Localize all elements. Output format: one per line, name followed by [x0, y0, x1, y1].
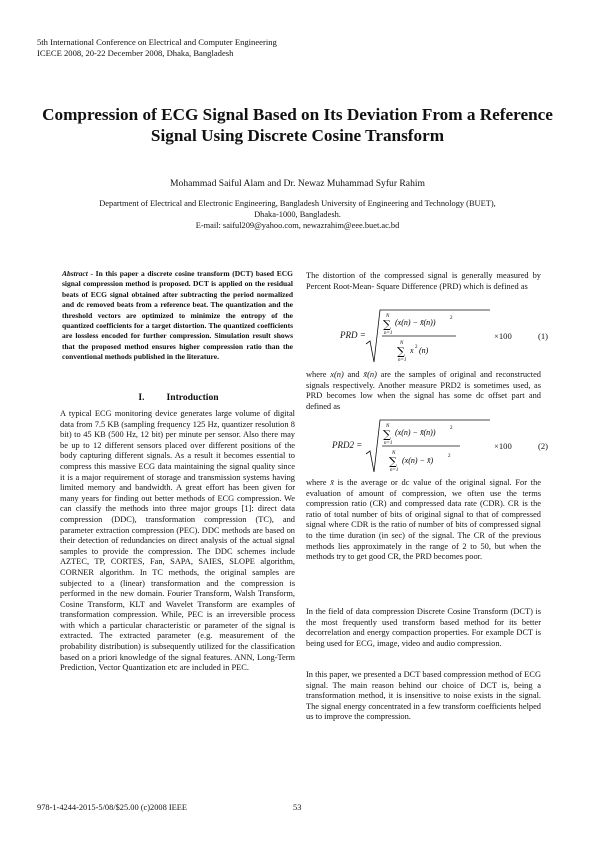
- svg-text:(x(n) − x̃(n)): (x(n) − x̃(n)): [395, 318, 436, 327]
- where2-prefix: where: [306, 478, 331, 487]
- conference-line-2: ICECE 2008, 20-22 December 2008, Dhaka, Bangladesh: [37, 47, 234, 58]
- affiliation-line-2: Dhaka-1000, Bangladesh.: [254, 210, 341, 219]
- svg-text:(x(n) − x̃(n)): (x(n) − x̃(n)): [395, 428, 436, 437]
- conference-line-1: 5th International Conference on Electrical and Computer Engineering: [37, 37, 277, 47]
- where1-prefix: where: [306, 370, 331, 379]
- svg-text:n=1: n=1: [390, 468, 399, 473]
- svg-text:∑: ∑: [383, 318, 391, 331]
- affiliation-line-1: Department of Electrical and Electronic Engineering, Bangladesh University of Engineering and Technology (BUET),: [99, 199, 496, 208]
- section-heading-introduction: [60, 392, 297, 403]
- intro-paragraph: A typical ECG monitoring device generates large volume of digital data from 7.5 KB (sampling frequency 125 Hz, quantizer resolution 8 bit) to 45 KB (500 Hz, 12 bit) per minute per sensor. Also there may be up to 12 different sensors placed over different positions of the body capturing different signals. As a result it becomes essential to compress this massive ECG data maintaining the signal quality since it is a major requirement of storage and transmission systems having limited memory and bandwidth. A great effort has been given for many years for finding out better methods of ECG compression. We can classify the methods into three major groups [1]: direct data compression (DDC), transformation compression (TC), and parameter extraction compression (PEC). DDC methods are based on their detection of redundancies on direct analysis of the actual signal samples to provide the compression. The DDC schemes include AZTEC, TP, CORTES, Fan, SAPA, SAIES, SLOPE algorithm, CORNER algorithm. In TC methods, the original samples are subjected to a (linear) transformation and the compression is performed in the new domain. Fourier Transform, Walsh Transform, Cosine Transform, KLT and Wavelet Transform are examples of transformation compression. While, PEC is an irreversible process with which a particular characteristic or parameter of the signal is extracted. The extracted parameter (e.g. measurement of the probability distribution) is subsequently utilized for the classification based on a priori knowledge of the signal features. ANN, Long-Term Prediction, Vector Quantization etc are included in PEC.: [60, 409, 295, 673]
- section-number: I.: [138, 392, 145, 403]
- abstract-label: Abstract: [62, 269, 88, 278]
- affiliation: [40, 198, 555, 231]
- right-paragraph-dct: In the field of data compression Discrete Cosine Transform (DCT) is the most frequently used transform based method for its better decorrelation and energy compaction properties. For example DCT is being used for ECG, image, video and audio compression.: [306, 607, 541, 648]
- section-title: Introduction: [166, 392, 219, 403]
- svg-text:∑: ∑: [383, 428, 391, 441]
- abstract: [62, 269, 293, 363]
- footer-isbn: 978-1-4244-2015-5/08/$25.00 (c)2008 IEEE: [37, 803, 188, 812]
- equation-number-1: (1): [537, 331, 548, 341]
- svg-text:N: N: [392, 451, 396, 456]
- equation-number-2: (2): [537, 441, 548, 451]
- svg-text:N: N: [386, 314, 390, 319]
- svg-text:n=1: n=1: [384, 331, 393, 336]
- equation-prd2-lhs: PRD2 =: [332, 440, 363, 450]
- equation-prd2: [302, 418, 548, 474]
- right-paragraph-where2: [306, 478, 541, 563]
- right-paragraph-where1: [306, 370, 541, 412]
- right-paragraph-prd: The distortion of the compressed signal is generally measured by Percent Root-Mean- Square Difference (PRD) which is defined as: [306, 271, 541, 291]
- authors: Mohammad Saiful Alam and Dr. Newaz Muhammad Syfur Rahim: [170, 178, 425, 189]
- svg-text:n=1: n=1: [398, 358, 407, 363]
- svg-text:2: 2: [450, 426, 453, 431]
- svg-text:(x(n) − x̄): (x(n) − x̄): [402, 456, 434, 465]
- svg-text:n=1: n=1: [384, 441, 393, 446]
- svg-text:∑: ∑: [389, 455, 397, 468]
- author-emails: E-mail: saiful209@yahoo.com, newazrahim@eee.buet.ac.bd: [195, 221, 400, 230]
- equation-prd-fraction: [364, 308, 492, 364]
- right-paragraph-proposed: In this paper, we presented a DCT based compression method of ECG signal. The main reason behind our choice of DCT is, being a transformation method, it is insensitive to noise exists in the signal. The signal energy concentrated in a few transform coefficients helped us to improve the compression.: [306, 670, 541, 722]
- where1-text: are the samples of original and reconstructed signals respectively. Another measure PRD2 is sometimes used, as PRD becomes low when the signal has some dc offset part and defined as: [306, 370, 541, 411]
- equation-prd2-fraction: [364, 418, 492, 474]
- svg-text:∑: ∑: [397, 345, 405, 358]
- symbol-x-bar: x̄: [330, 478, 334, 487]
- symbol-x-tilde-n: x̃(n): [363, 370, 377, 379]
- equation-prd-times100: ×100: [494, 331, 512, 341]
- equation-prd: [302, 308, 548, 364]
- conference-header: [37, 37, 277, 58]
- page-number: 53: [293, 803, 302, 812]
- svg-text:N: N: [400, 341, 404, 346]
- svg-text:N: N: [386, 424, 390, 429]
- where1-and: and: [343, 370, 364, 379]
- svg-text:2: 2: [450, 316, 453, 321]
- svg-text:x: x: [410, 346, 414, 355]
- symbol-x-n: x(n): [330, 370, 344, 379]
- svg-text:2: 2: [415, 345, 418, 350]
- svg-text:2: 2: [448, 454, 451, 459]
- equation-prd2-times100: ×100: [494, 441, 512, 451]
- equation-prd-lhs: PRD =: [340, 330, 366, 340]
- paper-title: Compression of ECG Signal Based on Its Deviation From a Reference Signal Using Discrete Cosine Transform: [42, 105, 553, 145]
- svg-text:(n): (n): [419, 346, 429, 355]
- where2-text: is the average or dc value of the original signal. For the evaluation of amount of compression, we often use the terms compression ratio (CR) and compressed data rate (CDR). CR is the ratio of total number of bits of original signal to that of compressed signal where CDR is the ratio of number of bits of compressed signal to the time duration (in sec) of the signal. The CR of the previous methods lies approximately in the range of 2 to 50, but when the methods try to get good CR, the PRD becomes poor.: [306, 478, 541, 562]
- abstract-text: - In this paper a discrete cosine transform (DCT) based ECG signal compression method is proposed. DCT is applied on the residual beats of ECG signal obtained after subtracting the period normalized and dc removed beats from a reference beat. The quantization and the threshold vectors are optimized to minimize the entropy of the quantized coefficients for a target distortion. The quantized coefficients are lossless encoded for further compression. Simulation result shows that the proposed method ensures higher compression ratio than the conventional methods published in the literature.: [62, 269, 293, 362]
